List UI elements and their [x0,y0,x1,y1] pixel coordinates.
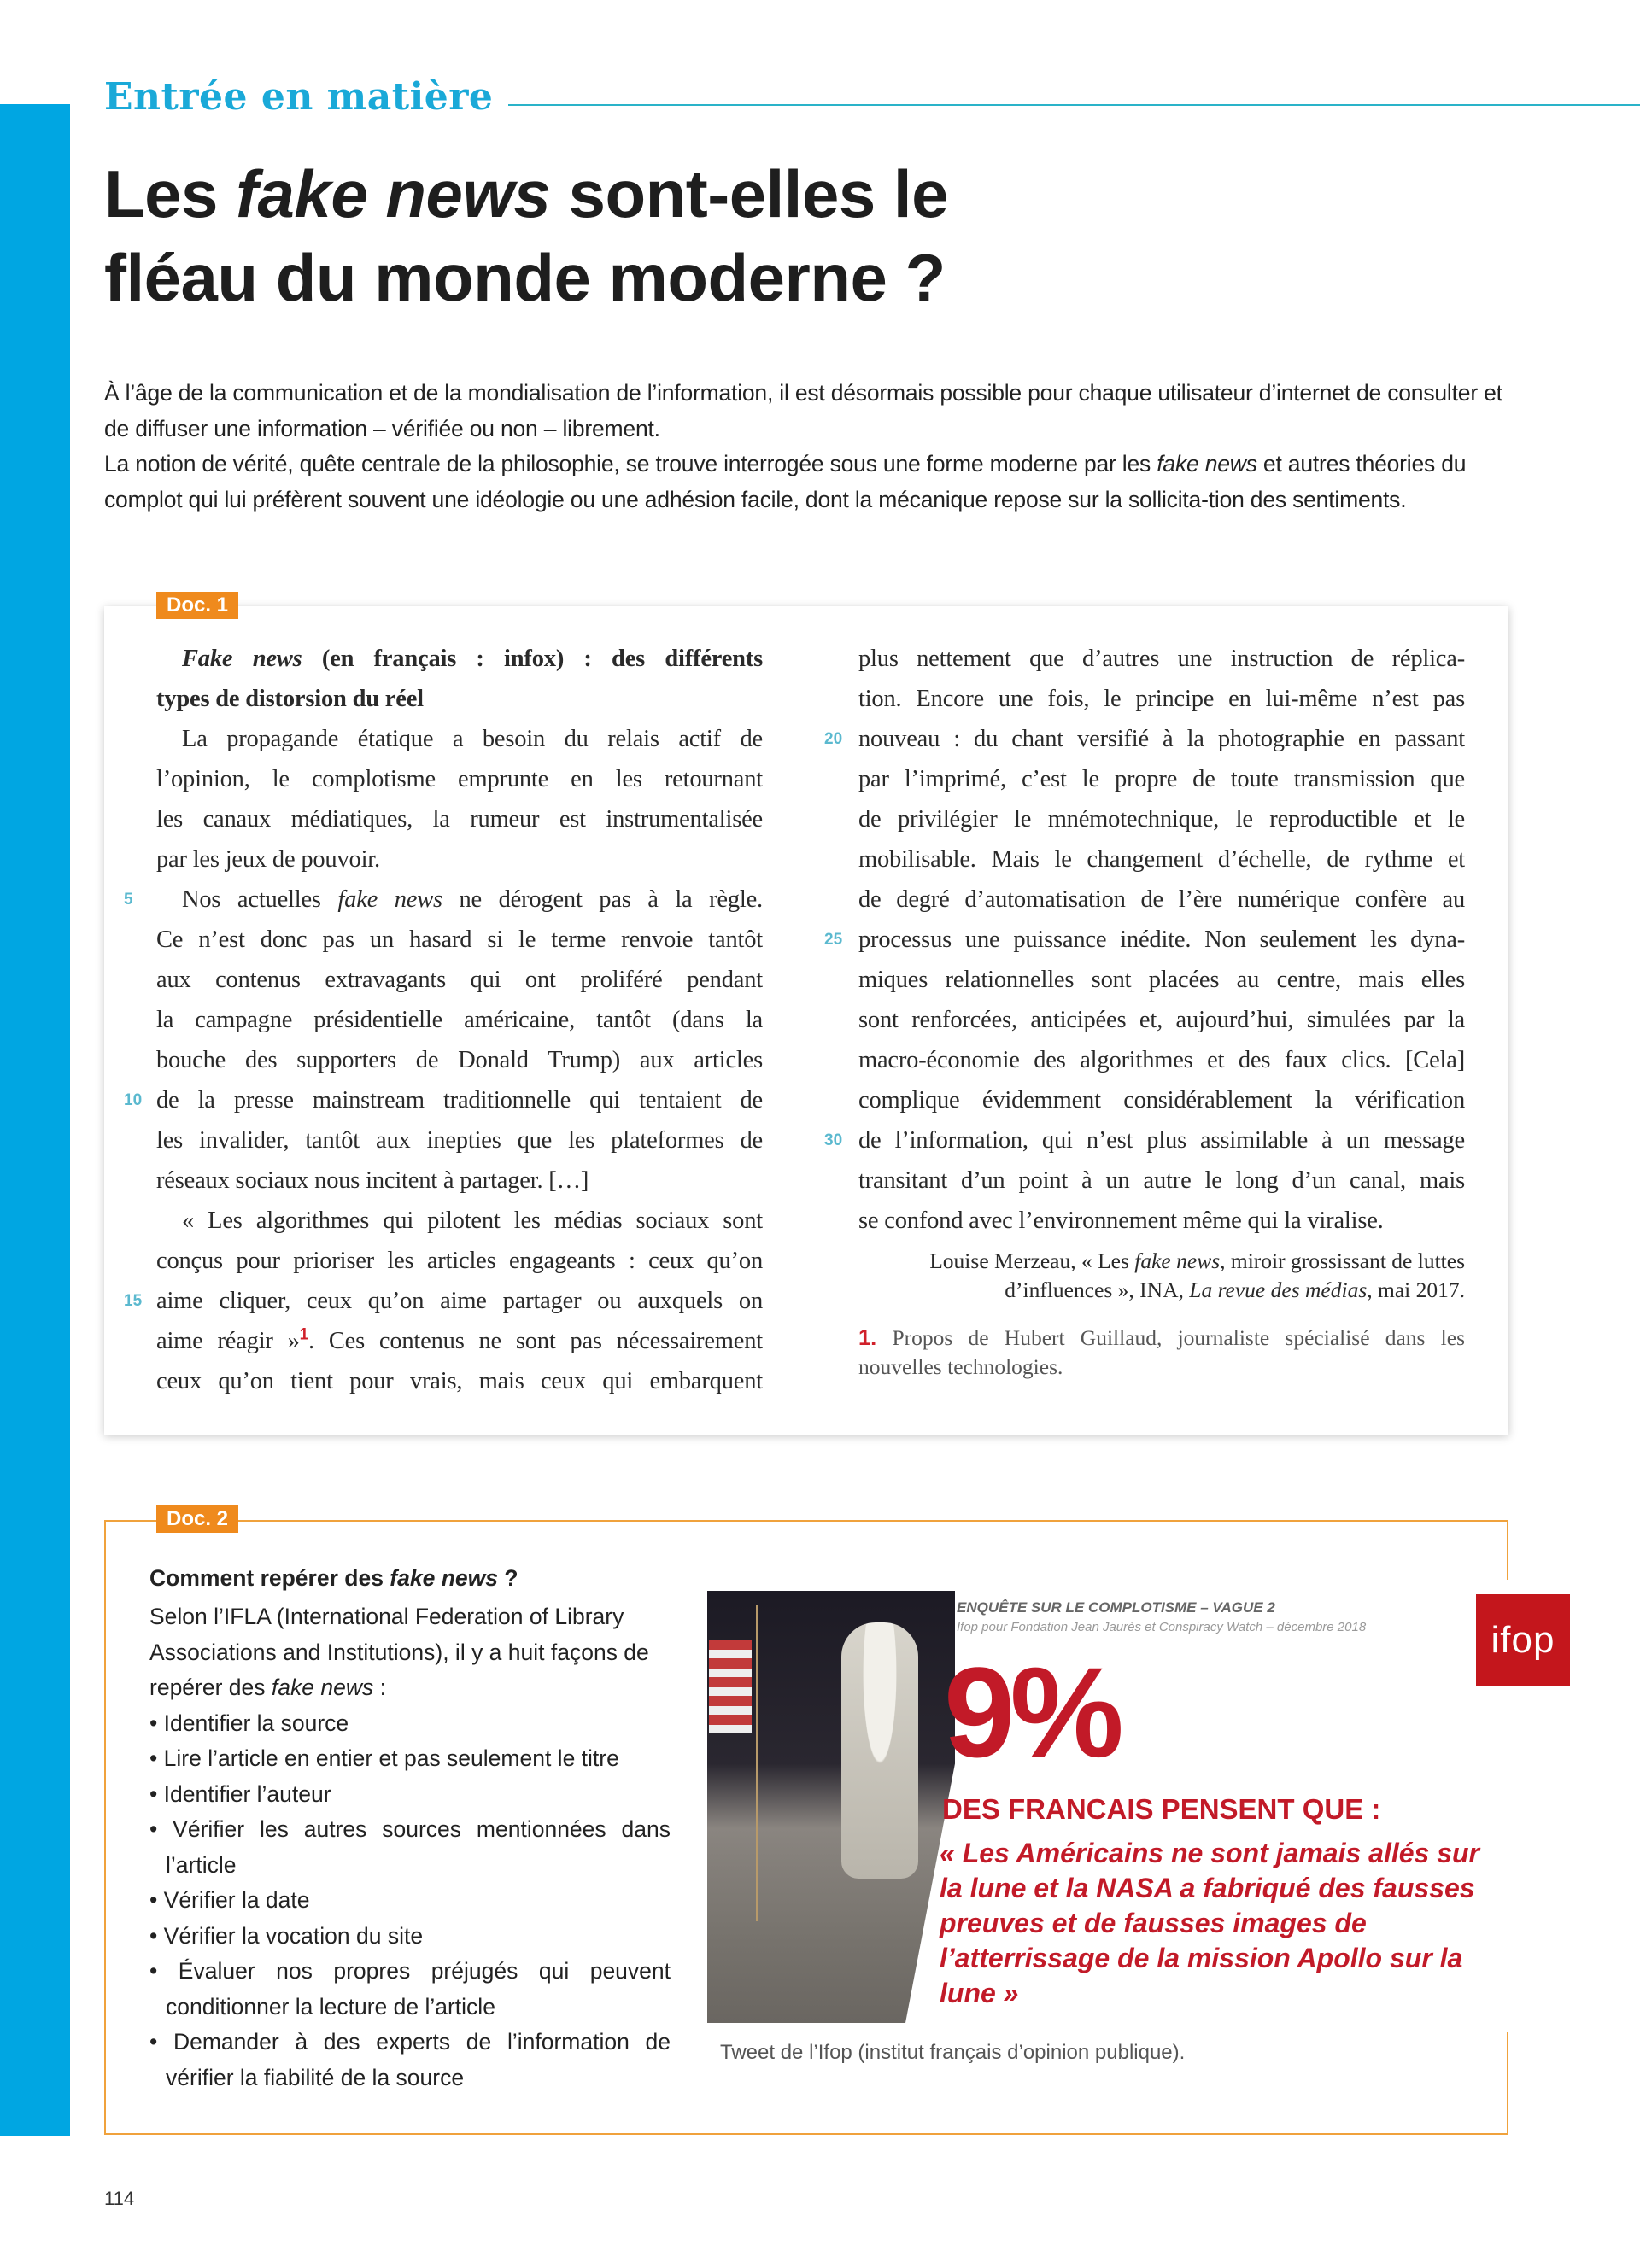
text-line [156,759,763,799]
text-segment: Fake news [182,646,302,672]
text-line [156,1281,763,1321]
text-line [156,839,763,880]
text-segment: de la presse mainstream traditionnelle qui tentaient de [156,1087,763,1114]
text-segment: tion. Encore une fois, le principe en lui-même n’est pas [858,686,1465,712]
text-line [858,1040,1465,1080]
doc2-label: Doc. 2 [156,1505,238,1533]
list-item: • Vérifier la date [149,1883,671,1919]
text-segment: conçus pour prioriser les articles engageants : ceux qu’on [156,1248,763,1274]
percentage: 9% [944,1640,1119,1784]
text-segment: La propagande étatique a besoin du relais actif de [182,726,763,752]
text-line [858,1120,1465,1160]
text-segment: de l’information, qui n’est plus assimilable à un message [858,1127,1465,1154]
line-number: 30 [824,1131,843,1149]
text-line [858,960,1465,1000]
survey-statement: DES FRANCAIS PENSENT QUE : [942,1793,1381,1825]
text-segment: la campagne présidentielle américaine, tantôt (dans la [156,1007,763,1033]
survey-sponsor: Ifop pour Fondation Jean Jaurès et Conspiracy Watch – décembre 2018 [957,1620,1367,1634]
text: , mai 2017. [1367,1277,1465,1302]
side-color-bar [0,104,70,2136]
astronaut [841,1622,918,1879]
line-number: 5 [124,891,133,909]
us-flag [709,1640,752,1733]
text-segment: de privilégier le mnémotechnique, le reproductible et le [858,806,1465,833]
text-segment: complique évidemment considérablement la vérification [858,1087,1465,1114]
doc1-right-column [858,639,1465,1241]
text-segment: aime réagir » [156,1328,300,1354]
footnote-text: Propos de Hubert Guillaud, journaliste spécialisé dans les nouvelles technologies. [858,1325,1465,1379]
text-segment: plus nettement que d’autres une instruction de réplica- [858,646,1465,672]
text-segment: l’opinion, le complotisme emprunte en les retournant [156,766,763,792]
text: , miroir grossissant de luttes [1220,1248,1465,1273]
text: ? [497,1565,518,1591]
survey-quote: « Les Américains ne sont jamais allés sur la lune et la NASA a fabriqué des fausses preuves et de fausses images de l’atterrissage de la mission Apollo sur la lune » [940,1838,1479,2008]
survey-title: ENQUÊTE SUR LE COMPLOTISME – VAGUE 2 [957,1599,1275,1616]
text-line [858,639,1465,679]
text: Selon l’IFLA (International Federation of Library Associations and Institutions), il y a huit façons de repérer des [149,1604,649,1700]
text-segment: réseaux sociaux nous incitent à partager. […] [156,1167,589,1194]
text-italic: fake news [1134,1248,1221,1273]
line-number: 25 [824,931,843,949]
text-segment: se confond avec l’environnement même qui la viralise. [858,1207,1384,1234]
text-segment: fake news [337,886,442,913]
text-line [858,759,1465,799]
intro-text [104,376,1514,517]
text-italic: La revue des médias [1189,1277,1368,1302]
text-line [858,920,1465,960]
page-number: 114 [104,2188,135,2209]
text-segment: mobilisable. Mais le changement d’échelle, de rythme et [858,846,1465,873]
text-segment: les invalider, tantôt aux inepties que les plateformes de [156,1127,763,1154]
text: Louise Merzeau, « Les [929,1248,1135,1273]
text-line [156,1321,763,1361]
list-item: • Identifier l’auteur [149,1777,671,1813]
text-line [858,799,1465,839]
title-text: fléau du monde moderne ? [104,240,946,315]
ifop-logo: ifop [1476,1594,1570,1686]
text-line [858,1201,1465,1241]
doc1-source [858,1247,1465,1305]
text-line [858,880,1465,920]
text-segment: transitant d’un point à un autre le long d’un canal, mais [858,1167,1465,1194]
text-line [156,920,763,960]
page-title [104,152,948,319]
text-segment: sont renforcées, anticipées et, aujourd’hui, simulées par la [858,1007,1465,1033]
doc2-intro [149,1599,671,1706]
text-italic: fake news [1157,451,1257,476]
text-line [156,1040,763,1080]
text-line [156,1080,763,1120]
text-segment: Ce n’est donc pas un hasard si le terme renvoie tantôt [156,926,763,953]
text-segment: processus une puissance inédite. Non seulement les dyna- [858,926,1465,953]
text-segment: nouveau : du chant versifié à la photographie en passant [858,726,1465,752]
list-item: • Vérifier la vocation du site [149,1919,671,1955]
text-line [858,839,1465,880]
text-segment: « Les algorithmes qui pilotent les médias sociaux sont [182,1207,763,1234]
text-segment: macro-économie des algorithmes et des faux clics. [Cela] [858,1047,1465,1073]
text-segment: les canaux médiatiques, la rumeur est instrumentalisée [156,806,763,833]
doc1-left-column [156,639,763,1401]
footnote-ref: 1 [299,1325,309,1344]
title-text: sont-elles le [550,156,948,231]
text-line [156,1241,763,1281]
text-line [156,1361,763,1401]
text-segment: bouche des supporters de Donald Trump) aux articles [156,1047,763,1073]
doc1-label: Doc. 1 [156,592,238,619]
text-segment: types de distorsion du réel [156,686,424,712]
text-segment: Nos actuelles [182,886,338,913]
intro-paragraph [104,447,1514,517]
line-number: 20 [824,730,843,748]
list-item: • Identifier la source [149,1706,671,1742]
doc1-footnote [858,1324,1465,1382]
text: et autres théories du complot qui lui préfèrent souvent une idéologie ou une adhésion facile, dont la mécanique repose sur la sollicita-tion des sentiments. [104,451,1467,512]
text-line [858,1160,1465,1201]
title-italic: fake news [236,156,551,231]
text: d’influences », INA, [1004,1277,1190,1302]
text-line [858,719,1465,759]
text-line [156,1000,763,1040]
section-rule [508,104,1640,106]
text-line [156,639,763,679]
text-segment: . Ces contenus ne sont pas nécessairement [308,1328,763,1354]
text-line [858,1000,1465,1040]
text-line [156,799,763,839]
text-segment: (en français : infox) : des différents [302,646,763,672]
text-segment: par les jeux de pouvoir. [156,846,380,873]
doc2-text [149,1557,671,2096]
list-item: • Lire l’article en entier et pas seulement le titre [149,1741,671,1777]
text-line [156,1120,763,1160]
tips-list [149,1706,671,2096]
text-line [156,679,763,719]
list-item: • Vérifier les autres sources mentionnées dans l’article [149,1812,671,1883]
text-line [858,1080,1465,1120]
text: La notion de vérité, quête centrale de la philosophie, se trouve interrogée sous une forme moderne par les [104,451,1157,476]
text-line [858,679,1465,719]
text-segment: de degré d’automatisation de l’ère numérique confère au [858,886,1465,913]
text-line [156,880,763,920]
text: Comment repérer des [149,1565,390,1591]
text-segment: ne dérogent pas à la règle. [442,886,763,913]
image-caption: Tweet de l’Ifop (institut français d’opinion publique). [720,2041,1186,2064]
text-line [156,1201,763,1241]
text-segment: aime cliquer, ceux qu’on aime partager ou auxquels on [156,1288,763,1314]
title-text: Les [104,156,237,231]
text-line [156,960,763,1000]
intro-paragraph: À l’âge de la communication et de la mondialisation de l’information, il est désormais possible pour chaque utilisateur d’internet de consulter et de diffuser une information – vérifiée ou non – librement. [104,380,1502,441]
text-segment: aux contenus extravagants qui ont proliféré pendant [156,967,763,993]
text-line [156,719,763,759]
list-item: • Demander à des experts de l’information de vérifier la fiabilité de la source [149,2025,671,2096]
footnote-number: 1. [858,1326,877,1350]
text-segment: par l’imprimé, c’est le propre de toute transmission que [858,766,1465,792]
line-number: 10 [124,1091,143,1109]
text-segment: ceux qu’on tient pour vrais, mais ceux qui embarquent [156,1368,763,1394]
text-italic: fake news [390,1565,498,1591]
text-line [156,1160,763,1201]
section-heading: Entrée en matière [104,75,494,119]
doc2-heading [149,1557,671,1599]
flag-pole [756,1605,758,1921]
text: : [373,1675,386,1700]
text-italic: fake news [271,1675,374,1700]
line-number: 15 [124,1292,143,1310]
text-segment: miques relationnelles sont placées au centre, mais elles [858,967,1465,993]
list-item: • Évaluer nos propres préjugés qui peuvent conditionner la lecture de l’article [149,1954,671,2025]
